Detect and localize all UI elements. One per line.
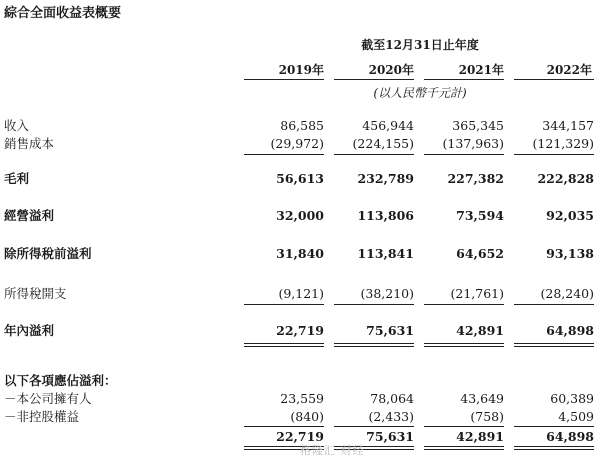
row-value: (758) bbox=[470, 409, 504, 424]
column-rule bbox=[424, 304, 504, 305]
row-value: 4,509 bbox=[558, 409, 594, 424]
row-value: 365,345 bbox=[452, 118, 504, 133]
column-rule bbox=[424, 449, 504, 450]
year-header: 2020年 bbox=[368, 63, 414, 77]
row-value: 222,828 bbox=[537, 171, 594, 186]
row-value: 93,138 bbox=[546, 246, 594, 261]
column-rule bbox=[514, 446, 594, 447]
row-value: (224,155) bbox=[352, 136, 414, 151]
row-value: (38,210) bbox=[360, 286, 414, 301]
column-rule bbox=[514, 343, 594, 344]
period-header: 截至12月31日止年度 bbox=[361, 38, 479, 52]
column-rule bbox=[244, 343, 324, 344]
column-rule bbox=[334, 343, 414, 344]
row-label: 以下各項應佔溢利： bbox=[4, 373, 117, 388]
row-value: 22,719 bbox=[276, 323, 324, 338]
column-rule bbox=[244, 154, 324, 155]
column-rule bbox=[514, 154, 594, 155]
column-rule bbox=[514, 346, 594, 347]
row-value: (121,329) bbox=[532, 136, 594, 151]
statement-row bbox=[0, 170, 600, 188]
row-value: 92,035 bbox=[546, 208, 594, 223]
column-rule bbox=[424, 346, 504, 347]
column-rule bbox=[514, 304, 594, 305]
statement-row bbox=[0, 322, 600, 340]
row-label: －非控股權益 bbox=[4, 409, 80, 424]
row-value: 86,585 bbox=[280, 118, 324, 133]
row-value: 64,898 bbox=[546, 323, 594, 338]
year-underline bbox=[334, 79, 414, 80]
statement-row bbox=[0, 117, 600, 135]
column-rule bbox=[334, 346, 414, 347]
row-value: (2,433) bbox=[368, 409, 414, 424]
row-label: 毛利 bbox=[4, 171, 30, 186]
row-label: 所得稅開支 bbox=[4, 286, 67, 301]
watermark-text: 格隆汇·财经 bbox=[300, 444, 365, 457]
column-rule bbox=[244, 346, 324, 347]
year-underline bbox=[244, 79, 324, 80]
column-rule bbox=[424, 446, 504, 447]
row-value: 344,157 bbox=[542, 118, 594, 133]
row-label: 年內溢利 bbox=[4, 323, 55, 338]
statement-title: 綜合全面收益表概要 bbox=[4, 6, 122, 21]
year-header: 2021年 bbox=[458, 63, 504, 77]
row-value: (9,121) bbox=[278, 286, 324, 301]
row-label: 收入 bbox=[4, 118, 30, 133]
row-value: 75,631 bbox=[366, 323, 414, 338]
statement-row bbox=[0, 408, 600, 426]
year-header: 2022年 bbox=[546, 63, 592, 77]
row-value: 23,559 bbox=[280, 391, 324, 406]
row-value: 64,898 bbox=[546, 429, 594, 444]
unit-label: (以人民幣千元計) bbox=[373, 86, 467, 100]
column-rule bbox=[334, 426, 414, 427]
column-rule bbox=[424, 343, 504, 344]
statement-row bbox=[0, 285, 600, 303]
statement-row bbox=[0, 245, 600, 263]
row-value: 43,649 bbox=[460, 391, 504, 406]
row-value: 64,652 bbox=[456, 246, 504, 261]
row-value: (28,240) bbox=[540, 286, 594, 301]
column-rule bbox=[244, 304, 324, 305]
row-label: 銷售成本 bbox=[4, 136, 55, 151]
row-value: 31,840 bbox=[276, 246, 324, 261]
statement-row bbox=[0, 372, 600, 390]
row-value: 456,944 bbox=[362, 118, 414, 133]
row-label: 經營溢利 bbox=[4, 208, 55, 223]
row-value: 75,631 bbox=[366, 429, 414, 444]
row-value: 227,382 bbox=[447, 171, 504, 186]
row-value: 56,613 bbox=[276, 171, 324, 186]
row-label: 除所得稅前溢利 bbox=[4, 246, 92, 261]
statement-row bbox=[0, 207, 600, 225]
row-label: －本公司擁有人 bbox=[4, 391, 92, 406]
year-underline bbox=[514, 79, 594, 80]
row-value: 22,719 bbox=[276, 429, 324, 444]
row-value: 113,806 bbox=[357, 208, 414, 223]
statement-row bbox=[0, 135, 600, 153]
column-rule bbox=[244, 426, 324, 427]
column-rule bbox=[424, 154, 504, 155]
year-header: 2019年 bbox=[278, 63, 324, 77]
row-value: (21,761) bbox=[450, 286, 504, 301]
row-value: 42,891 bbox=[456, 323, 504, 338]
row-value: 42,891 bbox=[456, 429, 504, 444]
column-rule bbox=[424, 426, 504, 427]
row-value: 32,000 bbox=[276, 208, 324, 223]
statement-row bbox=[0, 390, 600, 408]
column-rule bbox=[334, 154, 414, 155]
row-value: 113,841 bbox=[357, 246, 414, 261]
year-underline bbox=[424, 79, 504, 80]
row-value: 60,389 bbox=[550, 391, 594, 406]
row-value: (29,972) bbox=[270, 136, 324, 151]
row-value: 73,594 bbox=[456, 208, 504, 223]
column-rule bbox=[514, 449, 594, 450]
row-value: (840) bbox=[290, 409, 324, 424]
row-value: 78,064 bbox=[370, 391, 414, 406]
row-value: 232,789 bbox=[357, 171, 414, 186]
column-rule bbox=[334, 304, 414, 305]
column-rule bbox=[514, 426, 594, 427]
row-value: (137,963) bbox=[442, 136, 504, 151]
